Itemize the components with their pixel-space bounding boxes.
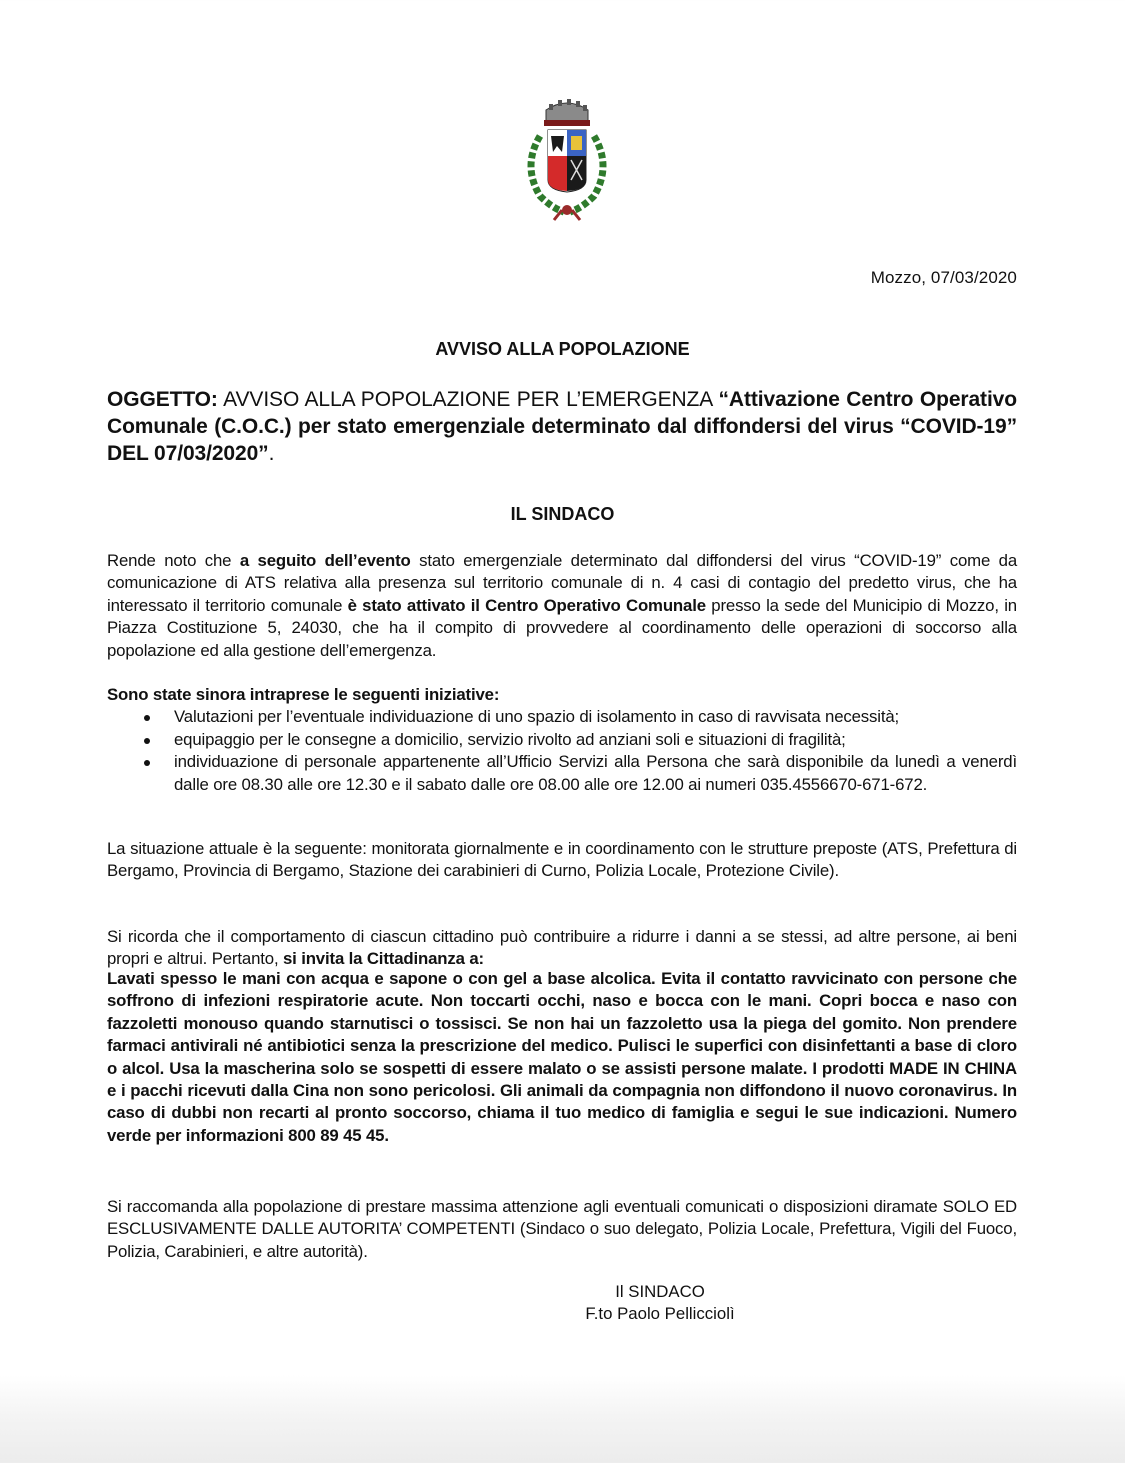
paragraph-bold: è stato attivato il Centro Operativo Comunale [347, 595, 706, 615]
paragraph-text: Rende noto che [107, 551, 240, 570]
situation-paragraph: La situazione attuale è la seguente: monitorata giornalmente e in coordinamento con le strutture preposte (ATS, Prefettura di Bergamo, Provincia di Bergamo, Stazione dei carabinieri di Curno, Polizia Locale, Protezione Civile). [107, 839, 1017, 881]
paragraph-text: stato emergenziale determinato dal diffondersi del virus “COVID-19” come da comunicazione di ATS relativa alla presenza sul territorio comunale di n. 4 casi di contagio del predetto virus, che ha interessato il territorio comunale [107, 551, 1017, 615]
subject-line [107, 386, 1017, 467]
paragraph-bold: si invita la Cittadinanza a: [282, 949, 484, 969]
subject-label: OGGETTO: [107, 388, 218, 411]
initiatives-list [107, 706, 1017, 796]
health-advice-paragraph: Lavati spesso le mani con acqua e sapone o con gel a base alcolica. Evita il contatto ravvicinato con persone che soffrono di infezioni respiratorie acute. Non toccarti occhi, naso e bocca con le mani. Copri bocca e naso con fazzoletti monouso quando starnutisci o tossisci. Se non hai un fazzoletto usa la piega del gomito. Non prendere farmaci antivirali né antibiotici senza la prescrizione del medico. Pulisci le superfici con disinfettanti a base di cloro o alcol. Usa la mascherina solo se sospetti di essere malato o se assisti persone malate. I prodotti MADE IN CHINA e i pacchi ricevuti dalla Cina non sono pericolosi. Gli animali da compagnia non diffondono il nuovo coronavirus. In caso di dubbi non recarti al pronto soccorso, chiama il tuo medico di famiglia e segui le sue indicazioni. Numero verde per informazioni 800 89 45 45. [107, 969, 1017, 1145]
document-title: AVVISO ALLA POPOLAZIONE [435, 339, 690, 359]
list-item: equipaggio per le consegne a domicilio, servizio rivolto ad anziani soli e situazioni di fragilità; [107, 729, 1017, 751]
recommendation-paragraph: Si raccomanda alla popolazione di prestare massima attenzione agli eventuali comunicati o disposizioni diramate SOLO ED ESCLUSIVAMENTE DALLE AUTORITA’ COMPETENTI (Sindaco o suo delegato, Polizia Locale, Prefettura, Vigili del Fuoco, Polizia, Carabinieri, e altre autorità). [107, 1197, 1017, 1261]
reminder-paragraph [107, 926, 1017, 971]
subject-bold-text: “Attivazione Centro Operativo Comunale (C.O.C.) per stato emergenziale determinato dal diffondersi del virus “COVID-19” DEL 07/03/2020” [107, 388, 1017, 465]
date-line: Mozzo, 07/03/2020 [870, 268, 1017, 287]
list-item: Valutazioni per l’eventuale individuazione di uno spazio di isolamento in caso di ravvisata necessità; [107, 706, 1017, 728]
paragraph-bold: a seguito dell’evento [239, 551, 411, 570]
list-item: individuazione di personale appartenente all’Ufficio Servizi alla Persona che sarà disponibile da lunedì a venerdì dalle ore 08.30 alle ore 12.30 e il sabato dalle ore 08.00 alle ore 12.00 ai numeri 035.4556670-671-672. [107, 751, 1017, 796]
coat-of-arms-icon [518, 96, 616, 224]
initiatives-heading: Sono state sinora intraprese le seguenti iniziative: [107, 685, 500, 704]
paragraph-text: Si ricorda che il comportamento di ciascun cittadino può contribuire a ridurre i danni a se stessi, ad altre persone, ai beni propri e altrui. Pertanto, [107, 927, 1017, 969]
initiatives-section [107, 684, 1017, 796]
mayor-heading: IL SINDACO [510, 504, 615, 524]
subject-end: . [268, 442, 275, 465]
signature-name: F.to Paolo Pellicciolì [585, 1304, 735, 1323]
paragraph-text: presso la sede del Municipio di Mozzo, in Piazza Costituzione 5, 24030, che ha il compito di provvedere al coordinamento delle operazioni di soccorso alla popolazione ed alla gestione dell’emergenza. [107, 595, 1017, 660]
subject-regular-text: AVVISO ALLA POPOLAZIONE PER L’EMERGENZA [217, 388, 719, 411]
announcement-paragraph [107, 550, 1017, 662]
signature-role: Il SINDACO [615, 1282, 705, 1301]
